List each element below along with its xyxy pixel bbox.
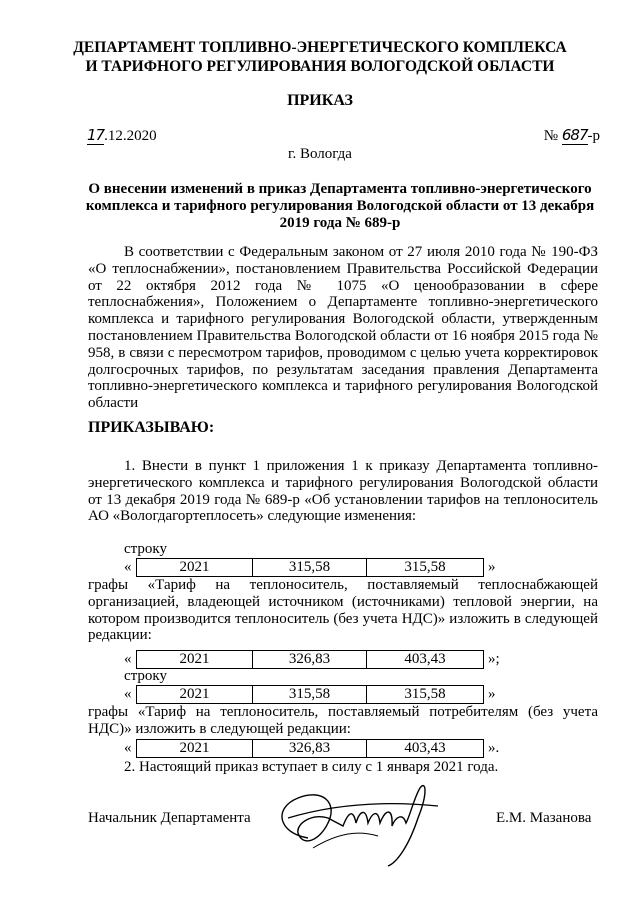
signatory-position: Начальник Департамента [88, 810, 251, 826]
quote-close-semicolon: »; [488, 651, 500, 667]
row-year: 2021 [137, 686, 253, 703]
quote-close-3: » [488, 686, 496, 702]
date-day-handwritten: 17 [87, 126, 105, 144]
handwritten-signature [268, 778, 458, 868]
row-value-2: 403,43 [404, 740, 446, 756]
row-value-2: 403,43 [404, 651, 446, 667]
item-2: 2. Настоящий приказ вступает в силу с 1 января 2021 года. [124, 759, 499, 775]
graphs-text-2: графы «Тариф на теплоноситель, поставляемый потребителям (без учета НДС)» изложить в следующей редакции: [88, 704, 598, 737]
table-row-old-2 [136, 685, 484, 704]
quote-open-2: « [124, 651, 132, 667]
table-row-new-1 [136, 650, 484, 669]
number-suffix: -р [587, 128, 600, 144]
document-date [87, 126, 157, 145]
department-header [0, 38, 640, 76]
row-value-2: 315,58 [404, 559, 446, 575]
preamble: В соответствии с Федеральным законом от 27 июля 2010 года № 190-ФЗ «О теплоснабжении», постановлением Правительства Российской Федерации от 22 октября 2012 года № 1075 «О ценообразовании в сфере теплоснабжения», Положением о Департаменте топливно-энергетического комплекса и тарифного регулирования Вологодской области, утвержденным постановлением Правительства Вологодской области от 16 ноября 2015 года № 958, в связи с пересмотром тарифов, проводимом с целью учета корректировок долгосрочных тарифов, по результатам заседания правления Департамента топливно-энергетического комплекса и тарифного регулирования Вологодской области [88, 244, 598, 412]
row-value-1: 315,58 [253, 686, 367, 703]
row-year: 2021 [137, 740, 253, 757]
date-rest: .12.2020 [104, 128, 157, 144]
row-value-1: 326,83 [253, 740, 367, 757]
order-word: ПРИКАЗЫВАЮ: [88, 419, 215, 436]
row-year: 2021 [137, 651, 253, 668]
order-subject: О внесении изменений в приказ Департамента топливно-энергетического комплекса и тарифного регулирования Вологодской области от 13 декабря 2019 года № 689-р [85, 181, 595, 231]
document-title: ПРИКАЗ [287, 92, 353, 109]
quote-close-1: » [488, 559, 496, 575]
signatory-name: Е.М. Мазанова [496, 810, 592, 826]
table-row-old-1 [136, 558, 484, 577]
table-row-new-2 [136, 739, 484, 758]
header-line-1: ДЕПАРТАМЕНТ ТОПЛИВНО-ЭНЕРГЕТИЧЕСКОГО КОМПЛЕКСА [73, 39, 567, 56]
item-1: 1. Внести в пункт 1 приложения 1 к приказу Департамента топливно-энергетического комплекса и тарифного регулирования Вологодской области от 13 декабря 2019 года № 689-р «Об установлении тарифов на теплоноситель АО «Вологдагортеплосеть» следующие изменения: [88, 458, 598, 525]
number-handwritten: 687 [561, 126, 588, 144]
header-line-2: И ТАРИФНОГО РЕГУЛИРОВАНИЯ ВОЛОГОДСКОЙ ОБЛАСТИ [85, 58, 555, 75]
row-year: 2021 [137, 559, 253, 576]
quote-close-dot: ». [488, 740, 500, 756]
number-prefix: № [543, 128, 559, 144]
quote-open-1: « [124, 559, 132, 575]
label-stroku-2: строку [124, 668, 167, 684]
quote-open-4: « [124, 740, 132, 756]
quote-open-3: « [124, 686, 132, 702]
graphs-text-1: графы «Тариф на теплоноситель, поставляемый теплоснабжающей организацией, владеющей источником (источниками) тепловой энергии, на котором производится теплоноситель (без учета НДС)» изложить в следующей редакции: [88, 577, 598, 644]
row-value-2: 315,58 [404, 686, 446, 702]
city: г. Вологда [288, 146, 352, 162]
row-value-1: 315,58 [253, 559, 367, 576]
label-stroku-1: строку [124, 541, 167, 557]
row-value-1: 326,83 [253, 651, 367, 668]
document-number [544, 126, 600, 145]
